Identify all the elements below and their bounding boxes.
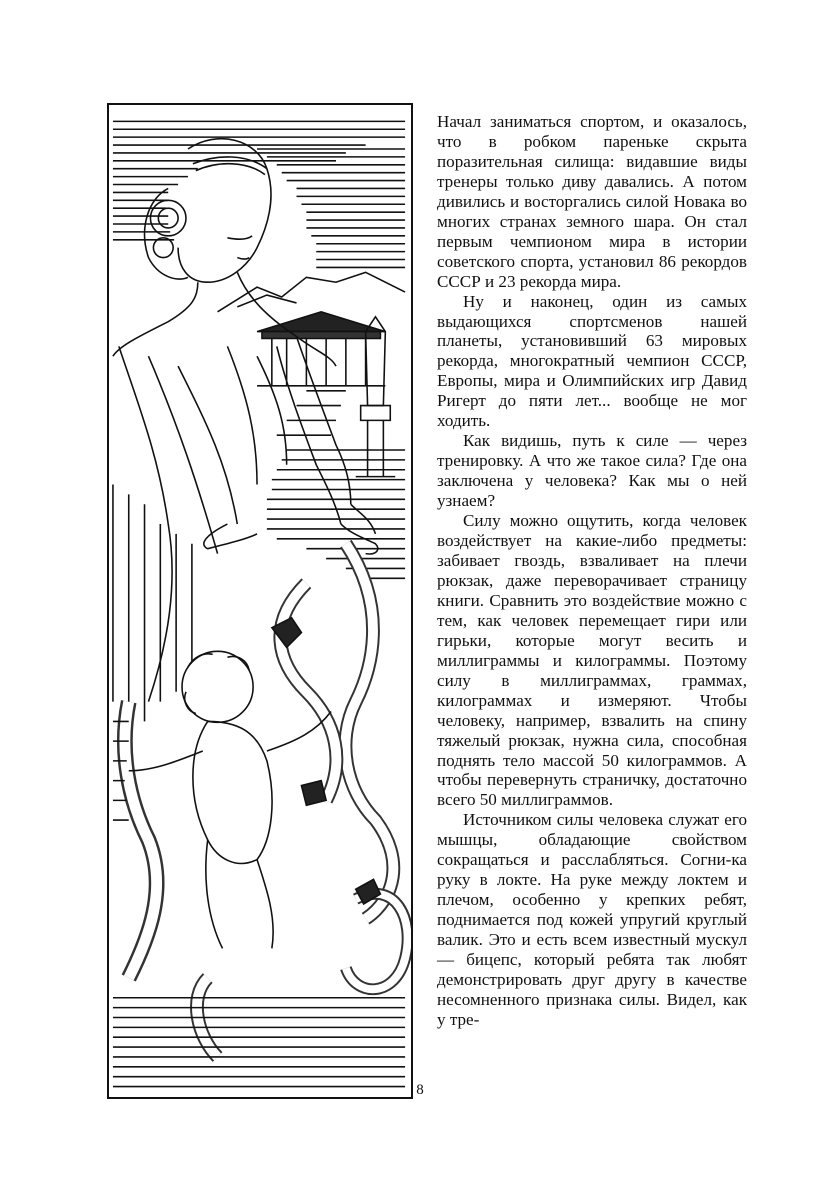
illustration-woman-child-serpents [107, 103, 413, 1099]
paragraph: Силу можно ощутить, когда человек воздействует на какие-либо предметы: забивает гвоздь, взваливает на плечи рюкзак, даже переворачивает страницу книги. Сравнить это воздействие можно с тем, как человек перемещает гири или гирьки, которые могут весить и миллиграммы и килограммы. Поэтому силу в миллиграммах, граммах, килограммах и измеряют. Чтобы человеку, например, взвалить на спину тяжелый рюкзак, нужна сила, способная поднять тело массой 50 килограммов. А чтобы перевернуть страничку, достаточно всего 50 миллиграммов. [437, 511, 747, 810]
page-number: 8 [416, 1082, 424, 1098]
paragraph: Ну и наконец, один из самых выдающихся спортсменов нашей планеты, установивший 63 мировых рекорда, многократный чемпион СССР, Европы, мира и Олимпийских игр Давид Ригерт до пяти лет... вообще не мог ходить. [437, 291, 747, 431]
main-text [437, 112, 747, 1030]
paragraph: Начал заниматься спортом, и оказалось, что в робком пареньке скрыта поразительная силища: видавшие виды тренеры только диву давались. А потом дивились и восторгались силой Новака во многих странах земного шара. Он стал первым чемпионом мира в истории советского спорта, установил 86 рекордов СССР и 23 рекорда мира. [437, 112, 747, 291]
paragraph: Источником силы человека служат его мышцы, обладающие свойством сокращаться и расслабляться. Согни-ка руку в локте. На руке между локтем и плечом, особенно у крепких ребят, поднимается под кожей упругий круглый валик. Это и есть всем известный мускул — бицепс, который ребята так любят демонстрировать друг другу в качестве несомненного признака силы. Видел, как у тре- [437, 810, 747, 1029]
paragraph: Как видишь, путь к силе — через тренировку. А что же такое сила? Где она заключена у человека? Как мы о ней узнаем? [437, 431, 747, 511]
illustration-drawing [109, 105, 411, 1097]
